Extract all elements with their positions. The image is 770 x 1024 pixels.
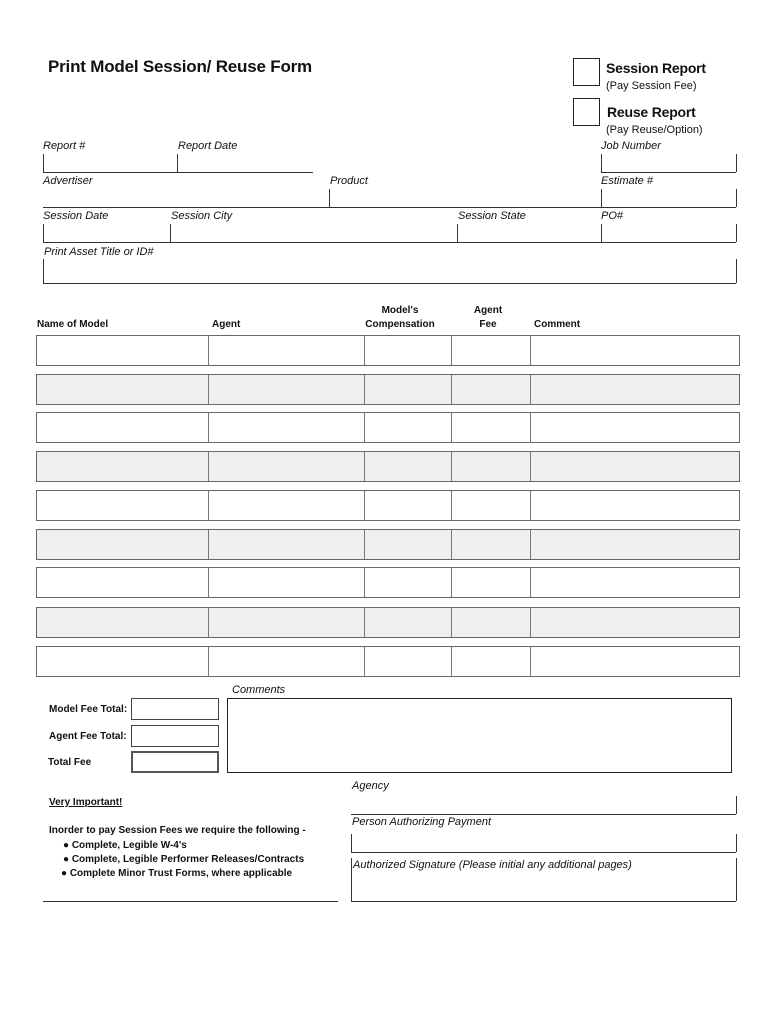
cell-agent[interactable]: [209, 530, 365, 559]
estimate-label: Estimate #: [601, 175, 653, 187]
reuse-report-label: Reuse Report: [607, 104, 696, 120]
estimate-tick-right: [736, 189, 737, 207]
session-date-field[interactable]: [43, 224, 44, 242]
table-row: [36, 607, 740, 638]
table-row: [36, 490, 740, 521]
agency-field[interactable]: [351, 814, 736, 815]
cell-comment[interactable]: [531, 452, 739, 481]
cell-compensation[interactable]: [365, 375, 452, 404]
notes-divider: [43, 901, 338, 902]
table-row: [36, 412, 740, 443]
session-state-field[interactable]: [457, 224, 458, 242]
cell-compensation[interactable]: [365, 568, 452, 597]
agent-fee-total-field[interactable]: [131, 725, 219, 747]
po-label: PO#: [601, 210, 624, 222]
cell-compensation[interactable]: [365, 452, 452, 481]
cell-agent[interactable]: [209, 491, 365, 520]
cell-agent-fee[interactable]: [452, 608, 531, 637]
cell-agent-fee[interactable]: [452, 647, 531, 676]
col-fee-line1: Agent: [473, 305, 503, 316]
comments-field[interactable]: [227, 698, 732, 773]
cell-agent[interactable]: [209, 568, 365, 597]
model-fee-total-field[interactable]: [131, 698, 219, 720]
report-date-label: Report Date: [178, 140, 238, 152]
cell-model-name[interactable]: [37, 375, 209, 404]
cell-comment[interactable]: [531, 530, 739, 559]
table-row: [36, 335, 740, 366]
comments-label: Comments: [232, 684, 286, 696]
session-city-field[interactable]: [170, 224, 171, 242]
requirement-item-text: Complete Minor Trust Forms, where applicable: [69, 868, 293, 879]
job-number-field[interactable]: [601, 172, 736, 173]
report-fields-line[interactable]: [43, 172, 313, 173]
cell-model-name[interactable]: [37, 530, 209, 559]
cell-agent[interactable]: [209, 413, 365, 442]
col-model-compensation: [364, 304, 436, 332]
session-date-label: Session Date: [43, 210, 109, 222]
cell-model-name[interactable]: [37, 336, 209, 365]
agent-fee-total-label: Agent Fee Total:: [49, 731, 127, 742]
table-row: [36, 646, 740, 677]
cell-comment[interactable]: [531, 608, 739, 637]
col-comp-line2: Compensation: [365, 319, 435, 330]
cell-agent[interactable]: [209, 647, 365, 676]
signature-tick-left: [351, 858, 352, 901]
session-state-label: Session State: [458, 210, 526, 222]
person-authorizing-field[interactable]: [351, 852, 736, 853]
cell-model-name[interactable]: [37, 413, 209, 442]
cell-comment[interactable]: [531, 647, 739, 676]
cell-comment[interactable]: [531, 413, 739, 442]
table-row: [36, 374, 740, 405]
cell-model-name[interactable]: [37, 452, 209, 481]
total-fee-label: Total Fee: [48, 757, 92, 768]
total-fee-field[interactable]: [131, 751, 219, 773]
estimate-field[interactable]: [601, 189, 602, 207]
cell-agent[interactable]: [209, 375, 365, 404]
advertiser-label: Advertiser: [43, 175, 93, 187]
authorized-signature-label: Authorized Signature (Please initial any additional pages): [353, 859, 632, 871]
person-tick-right: [736, 834, 737, 852]
report-number-label: Report #: [43, 140, 86, 152]
cell-agent-fee[interactable]: [452, 452, 531, 481]
print-asset-tick-left: [43, 259, 44, 283]
table-row: [36, 567, 740, 598]
report-number-field[interactable]: [43, 154, 44, 172]
product-field[interactable]: [329, 189, 330, 207]
session-report-label: Session Report: [606, 60, 706, 76]
po-field[interactable]: [601, 224, 602, 242]
signature-tick-right: [736, 858, 737, 901]
col-name-of-model: Name of Model: [37, 319, 109, 330]
product-label: Product: [330, 175, 368, 187]
advertiser-product-line[interactable]: [43, 207, 736, 208]
cell-model-name[interactable]: [37, 647, 209, 676]
requirement-item-text: Complete, Legible Performer Releases/Contracts: [71, 854, 305, 865]
cell-comment[interactable]: [531, 491, 739, 520]
col-comment: Comment: [534, 319, 581, 330]
cell-model-name[interactable]: [37, 608, 209, 637]
cell-agent[interactable]: [209, 452, 365, 481]
cell-comment[interactable]: [531, 375, 739, 404]
agency-label: Agency: [352, 780, 389, 792]
requirement-item: ● Complete, Legible Performer Releases/Contracts: [63, 854, 305, 865]
cell-compensation[interactable]: [365, 413, 452, 442]
cell-model-name[interactable]: [37, 568, 209, 597]
col-comp-line1: Model's: [381, 305, 419, 316]
cell-compensation[interactable]: [365, 336, 452, 365]
cell-agent-fee[interactable]: [452, 491, 531, 520]
form-title: Print Model Session/ Reuse Form: [48, 57, 312, 76]
table-row: [36, 529, 740, 560]
report-date-field[interactable]: [177, 154, 178, 172]
cell-compensation[interactable]: [365, 530, 452, 559]
cell-agent[interactable]: [209, 608, 365, 637]
requirements-intro: Inorder to pay Session Fees we require the following -: [49, 825, 306, 836]
cell-agent-fee[interactable]: [452, 568, 531, 597]
session-report-checkbox[interactable]: [573, 58, 600, 86]
col-agent: Agent: [212, 319, 241, 330]
requirement-item: ● Complete Minor Trust Forms, where applicable: [61, 868, 293, 879]
model-fee-total-label: Model Fee Total:: [49, 704, 128, 715]
col-fee-line2: Fee: [479, 319, 497, 330]
session-report-sub: (Pay Session Fee): [606, 80, 697, 92]
reuse-report-sub: (Pay Reuse/Option): [606, 124, 703, 136]
person-tick-left: [351, 834, 352, 852]
cell-compensation[interactable]: [365, 647, 452, 676]
requirement-item: ● Complete, Legible W-4's: [63, 840, 187, 851]
cell-agent-fee[interactable]: [452, 413, 531, 442]
cell-compensation[interactable]: [365, 491, 452, 520]
very-important-label: Very Important!: [49, 797, 123, 808]
cell-comment[interactable]: [531, 568, 739, 597]
authorized-signature-field[interactable]: [351, 901, 736, 902]
session-city-label: Session City: [171, 210, 233, 222]
person-authorizing-label: Person Authorizing Payment: [352, 816, 491, 828]
requirement-item-text: Complete, Legible W-4's: [71, 840, 187, 851]
print-asset-label: Print Asset Title or ID#: [44, 246, 154, 258]
col-agent-fee: [468, 304, 508, 332]
job-number-tick-left: [601, 154, 602, 172]
print-asset-tick-right: [736, 259, 737, 283]
cell-agent-fee[interactable]: [452, 375, 531, 404]
reuse-report-checkbox[interactable]: [573, 98, 600, 126]
table-row: [36, 451, 740, 482]
cell-comment[interactable]: [531, 336, 739, 365]
cell-model-name[interactable]: [37, 491, 209, 520]
po-tick-right: [736, 224, 737, 242]
cell-agent-fee[interactable]: [452, 530, 531, 559]
print-asset-field[interactable]: [43, 283, 736, 284]
session-line[interactable]: [43, 242, 736, 243]
job-number-tick-right: [736, 154, 737, 172]
cell-agent-fee[interactable]: [452, 336, 531, 365]
cell-compensation[interactable]: [365, 608, 452, 637]
job-number-label: Job Number: [601, 140, 661, 152]
agency-tick-right: [736, 796, 737, 814]
cell-agent[interactable]: [209, 336, 365, 365]
